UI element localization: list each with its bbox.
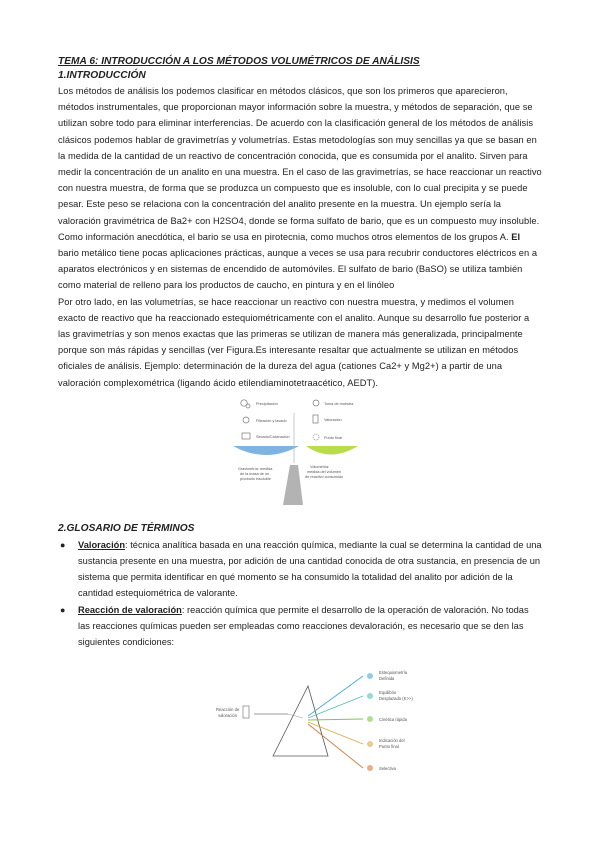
right-item-3: Punto final [324,435,342,440]
figure-2-graphic [58,656,543,784]
glossary-item-valoracion: ● Valoración: técnica analítica basada en una reacción química, mediante la cual se determina la cantidad de una sustancia presente en una muestra, por adición de una cantidad conocida de otra sustancia, en presencia de un sistema que permita identificar en qué momento se ha consumido la totalidad del analito por adición de la cantidad estequiométrica de valorante. [58,537,543,602]
right-caption-2: medida del volumen [307,469,341,474]
right-caption-1: Volumetría: [310,464,330,469]
output-2-line-2: Desplazado (K>>) [379,696,413,702]
right-items [313,400,354,440]
intro-paragraph-1: Los métodos de análisis los podemos clasificar en métodos clásicos, que son los primeros que aparecieron, métodos instrumentales, que proporcionan mayor información sobre la muestra, y métodos de separación, que se utilizan sobre todo para eliminar interferencias. De acuerdo con la clasificación general de los métodos de análisis clásicos podemos hablar de gravimetrías y volumetrías. Estas metodologías son muy sencillas ya que se basan en la medida de la cantidad de un reactivo de concentración conocida, que es consumida por el analito. Sirven para medir la concentración de un analito en una muestra. En el caso de las gravimetrías, se hace reaccionar un reactivo con nuestra muestra, de forma que se produzca un compuesto que es insoluble, con lo cual precipita y se puede pesar. Este peso se relaciona con la concentración del analito presente en la muestra. Un ejemplo sería la valoración gravimétrica de Ba2+ con H2SO4, donde se forma sulfato de bario, que es un compuesto muy insoluble. Como información anecdótica, el bario se usa en pirotecnia, como muchos otros elementos de los grupos A. El bario metálico tiene pocas aplicaciones prácticas, aunque a veces se usa para recubrir conductores eléctricos en a aparatos electrónicos y en sistemas de encendido de automóviles. El sulfato de bario (BaSO) se utiliza también como material de relleno para los productos de caucho, en pintura y en el linóleo [58,86,542,291]
left-bowl [233,446,299,455]
figure-1-graphic [58,393,543,513]
left-caption-2: de la masa de un [240,471,270,476]
output-2-line-1: Equilibrio [379,690,397,696]
right-caption-3: de reactivo consumido [305,474,343,479]
output-1-line-1: Estequiometría [379,670,408,676]
left-item-2: Filtración y lavado [256,418,287,423]
output-3-line-1: Cinética rápida [379,717,407,723]
source-label-2: valoración [218,713,238,719]
prism-shape [273,686,328,756]
glossary-list [58,537,543,650]
figure-gravimetria-volumetria [58,393,543,513]
bullet-icon: ● [60,604,66,615]
intro-paragraph-2: Por otro lado, en las volumetrías, se hace reaccionar un reactivo con nuestra muestra, y medimos el volumen exacto de reactivo que ha reaccionado estequiométricamente con el analito. Aunque su desarrollo fue posterior a las gravimetrías y son menos exactas que las primeras se utilizan de manera más generalizada, principalmente porque son más rápidas y sencillas (ver Figura.Es interesante resaltar que actualmente se utilizan en métodos oficiales de análisis. Ejemplo: determinación de la dureza del agua (cationes Ca2+ y Mg2+) a partir de una valoración complexométrica (ligando ácido etilendiaminotetraacético, AEDT). [58,296,530,388]
output-4-line-1: Indicación del [379,738,405,744]
output-5-line-1: Selectiva [379,766,396,772]
left-item-3: Secado/Calcinación [256,434,290,439]
output-1-line-2: Definida [379,676,395,682]
source-label-1: Reacción de [216,707,240,713]
right-item-1: Toma de muestra [324,401,354,406]
glossary-item-reaccion: ● Reacción de valoración: reacción química que permite el desarrollo de la operación de valoración. No todas las reacciones químicas pueden ser empleadas como reacciones devaloración, es necesario que se den las siguientes condiciones: [58,602,543,651]
right-item-2: Valoración [324,417,342,422]
section-heading-introduccion: 1.INTRODUCCIÓN [58,70,146,81]
left-item-1: Precipitación [256,401,278,406]
flask-icon [283,465,303,505]
right-bowl [306,446,358,455]
left-caption-3: producto insoluble [240,476,271,481]
left-items [241,400,290,439]
figure-condiciones-valoracion [58,656,543,784]
document-title: TEMA 6: INTRODUCCIÓN A LOS MÉTODOS VOLUMÉTRICOS DE ANÁLISIS [58,56,420,67]
section-heading-glosario: 2.GLOSARIO DE TÉRMINOS [58,522,195,534]
left-caption-1: Gravimetría: medida [238,466,273,471]
output-4-line-2: Punto final [379,744,399,750]
document-page [58,55,543,784]
bullet-icon: ● [60,539,66,550]
